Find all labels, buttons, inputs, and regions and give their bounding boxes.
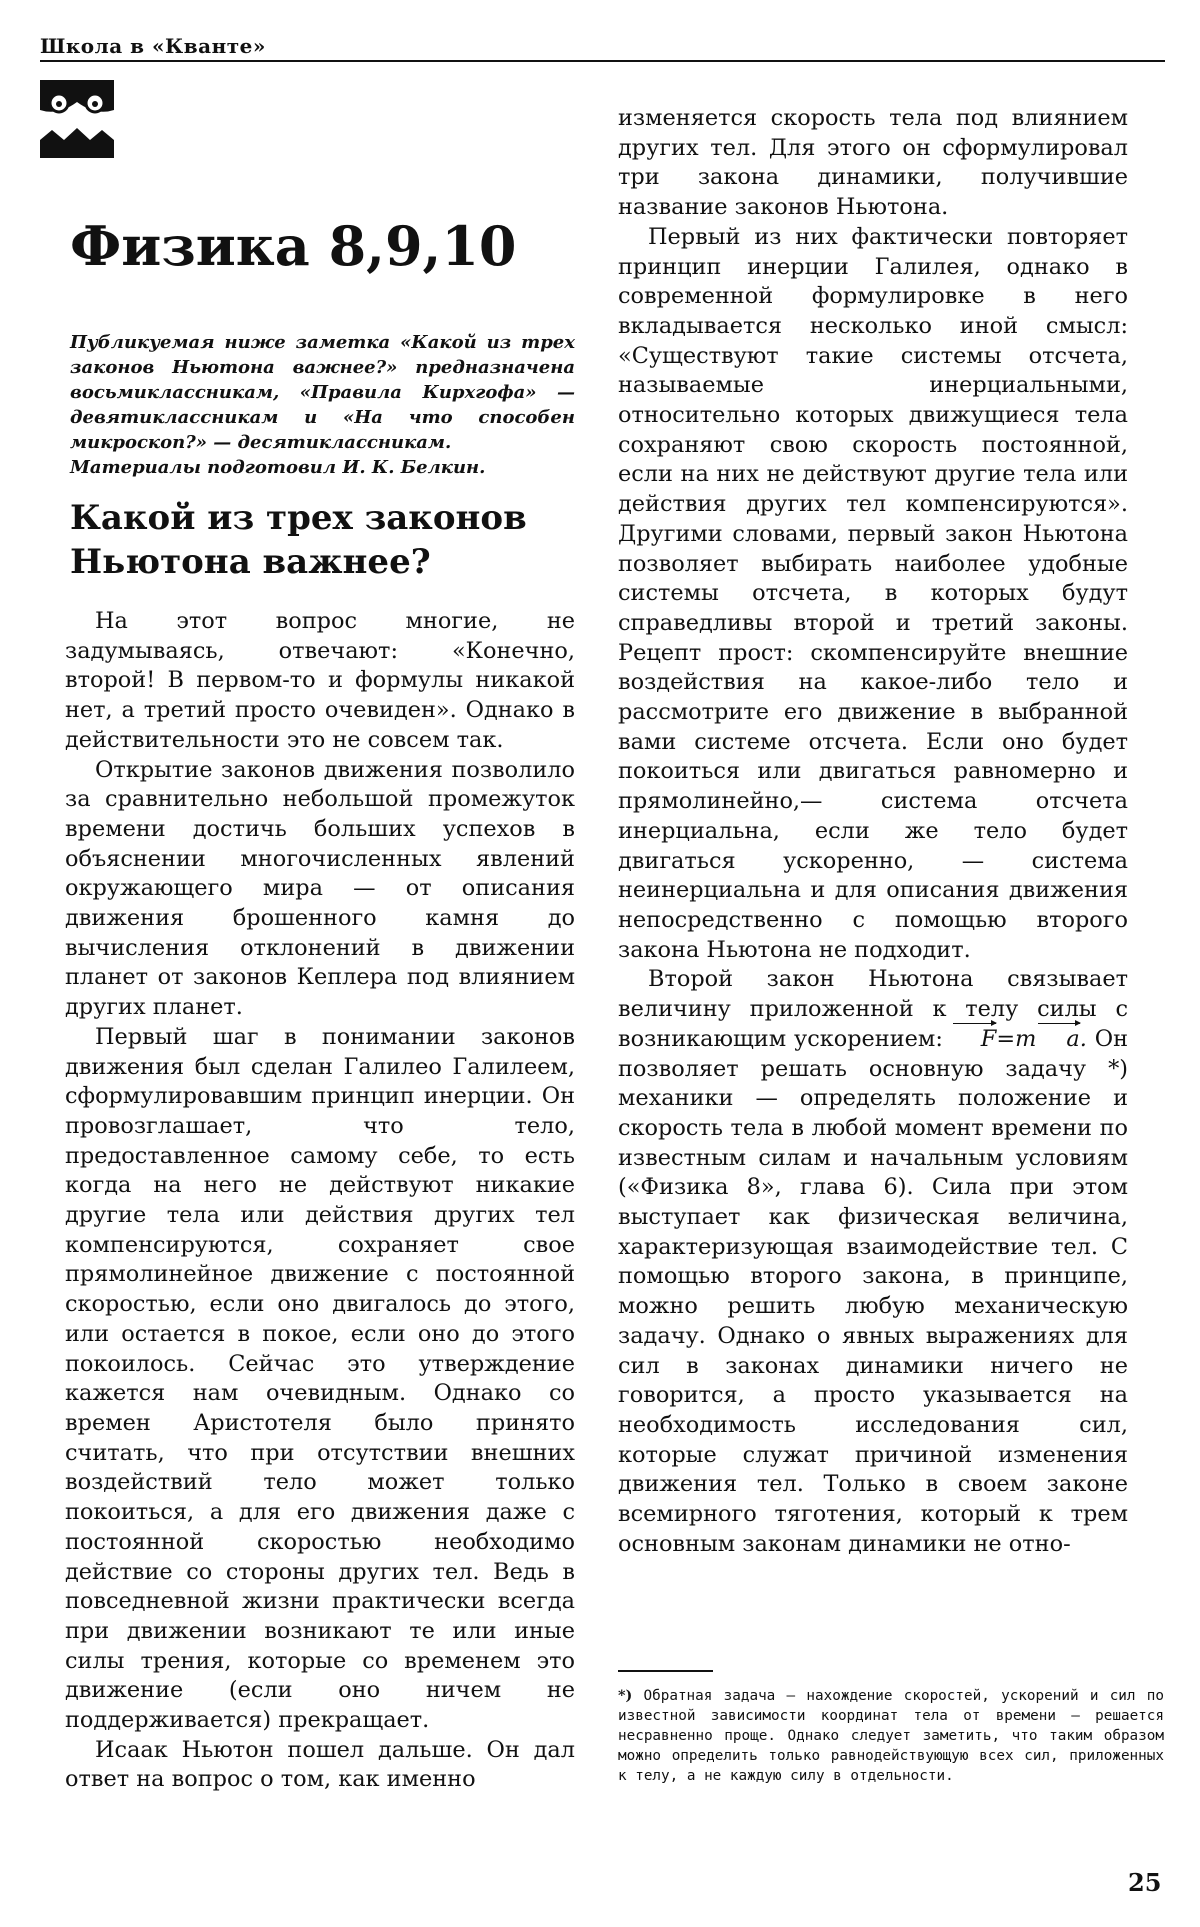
article-subtitle: Какой из трех законов Ньютона важнее? <box>70 498 527 582</box>
paragraph: Открытие законов движения позволило за сравнительно небольшой промежуток времени достичь больших успехов в объяснении многочисленных явлений окружающего мира — от описания движения брошенного камня до вычисления отклонений в движении планет от законов Кеплера под влиянием других планет. <box>65 756 575 1021</box>
text-run: механики — определять положение и скорость тела в любой момент времени по известным силам и начальным условиям («Физика 8», глава 6). Сила при этом выступает как физическая величина, характеризующая взаимодействие тел. С помощью второго закона, в принципе, можно решить любую механическую задачу. Однако о явных выражениях для сил в законах динамики ничего не говорится, а просто указывается на необходимость исследования сил, которые служат причиной изменения движения тел. Только в своем законе всемирного тяготения, который к трем основным законам динамики не отно- <box>618 1085 1128 1557</box>
left-column <box>65 607 575 1832</box>
eyes-and-crown-emblem-icon <box>40 80 114 160</box>
equation-newton-second-law <box>951 1026 1087 1052</box>
paragraph: Первый шаг в понимании законов движения был сделан Галилео Галилеем, сформулировавшим принцип инерции. Он провозглашает, что тело, предоставленное самому себе, то есть когда на него не действуют никакие другие тела или действия других тел компенсируются, сохраняет свое прямолинейное движение с постоянной скоростью, если оно двигалось до этого, или остается в покое, если оно до этого покоилось. Сейчас это утверждение кажется нам очевидным. Однако со времен Аристотеля было принято считать, что при отсутствии внешних воздействий тело может только покоиться, а для его движения даже с постоянной скоростью необходимо действие со стороны других тел. Ведь в повседневной жизни практически всегда при движении возникают те или иные силы трения, которые со временем это движение (если оно ничем не поддерживается) прекращает. <box>65 1023 575 1734</box>
footnote <box>618 1686 1164 1786</box>
intro-credit: Материалы подготовил И. К. Белкин. <box>70 457 486 478</box>
text-run: Он позволяет решать основную задачу <box>618 1025 1128 1082</box>
paragraph-second-law <box>618 965 1128 1559</box>
footnote-marker: *) <box>618 1688 633 1704</box>
paragraph: Исаак Ньютон пошел дальше. Он дал ответ на вопрос о том, как именно <box>65 1736 575 1793</box>
mass-symbol: m <box>1015 1025 1037 1052</box>
paragraph: Первый из них фактически повторяет принцип инерции Галилея, однако в современной формулировке в него вкладывается несколько иной смысл: «Существуют такие системы отсчета, называемые инерциальными, относительно которых движущиеся тела сохраняют свою скорость постоянной, если на них не действуют другие тела или действия других тел компенсируются». Другими словами, первый закон Ньютона позволяет выбирать наиболее удобные системы отсчета, в которых будут справедливы второй и третий законы. Рецепт прост: скомпенсируйте внешние воздействия на какое-либо тело и рассмотрите его движение в выбранной вами системе отсчета. Если оно будет покоиться или двигаться равномерно и прямолинейно,— система отсчета инерциальна, если же тело будет двигаться ускоренно, — система неинерциальна и для описания движения непосредственно с помощью второго закона Ньютона не подходит. <box>618 223 1128 963</box>
footnote-rule <box>618 1670 713 1672</box>
text-run: Второй закон Ньютона связывает величину приложенной к телу силы с возникающим ускорением: <box>618 966 1128 1052</box>
equation-period: . <box>1079 1025 1087 1052</box>
force-vector: F <box>951 1025 997 1055</box>
article-intro <box>70 330 575 480</box>
footnote-reference[interactable]: *) <box>1108 1055 1128 1082</box>
intro-text: Публикуемая ниже заметка «Какой из трех законов Ньютона важнее?» предназначена восьмиклассникам, «Правила Кирхгофа» — девятиклассникам и «На что способен микроскоп?» — десятиклассникам. <box>70 332 575 453</box>
paragraph-continuation: изменяется скорость тела под влиянием других тел. Для этого он сформулировал три закона динамики, получившие название законов Ньютона. <box>618 105 1128 221</box>
equals-sign: = <box>996 1025 1016 1052</box>
running-head: Школа в «Кванте» <box>40 34 266 58</box>
footnote-text: Обратная задача — нахождение скоростей, ускорений и сил по известной зависимости координат тела от времени — решается несравненно проще. Однако следует заметить, что таким образом можно определить только равнодействующую всех сил, приложенных к телу, а не каждую силу в отдельности. <box>618 1688 1164 1784</box>
acceleration-vector: a <box>1036 1025 1079 1055</box>
article-title: Физика 8,9,10 <box>70 214 517 278</box>
page-number: 25 <box>1128 1868 1162 1897</box>
paragraph: На этот вопрос многие, не задумываясь, отвечают: «Конечно, второй! В первом-то и формулы никакой нет, а третий просто очевиден». Однако в действительности это не совсем так. <box>65 608 575 753</box>
header-rule <box>40 60 1165 62</box>
right-column <box>618 104 1128 1557</box>
